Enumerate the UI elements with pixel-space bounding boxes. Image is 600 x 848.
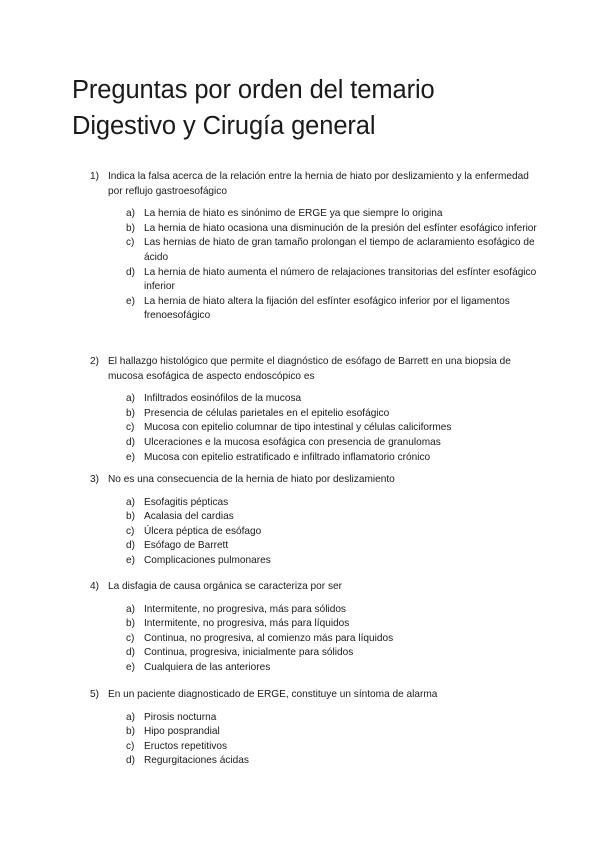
option-letter: c) (126, 632, 135, 644)
option-item (126, 632, 546, 647)
option-list (108, 392, 546, 465)
option-text: La hernia de hiato aumenta el número de relajaciones transitorias del esfínter esofágico inferior (144, 266, 537, 293)
option-item (126, 207, 546, 222)
option-text: Presencia de células parietales en el epitelio esofágico (144, 407, 390, 419)
question-number: 2) (90, 356, 99, 367)
option-text: Acalasia del cardias (144, 511, 234, 523)
question-text: No es una consecuencia de la hernia de hiato por deslizamiento (108, 474, 395, 485)
option-letter: c) (126, 525, 135, 537)
option-letter: d) (126, 540, 135, 552)
question-item (90, 473, 546, 569)
option-text: Las hernias de hiato de gran tamaño prolongan el tiempo de aclaramiento esofágico de ácido (144, 237, 535, 263)
option-text: Esofagitis pépticas (144, 496, 229, 508)
option-letter: a) (126, 393, 135, 405)
option-text: La hernia de hiato es sinónimo de ERGE ya que siempre lo origina (144, 208, 443, 220)
option-letter: b) (126, 511, 135, 523)
option-item (126, 661, 546, 676)
option-letter: a) (126, 208, 135, 220)
option-text: Esófago de Barrett (144, 540, 229, 552)
option-text: Mucosa con epitelio estratificado e infiltrado inflamatorio crónico (144, 451, 431, 463)
option-text: Pirosis nocturna (144, 711, 217, 723)
option-item (126, 603, 546, 618)
option-item (126, 436, 546, 451)
option-item (126, 236, 546, 265)
page-title (72, 72, 435, 144)
question-item (90, 355, 546, 465)
question-number: 5) (90, 689, 99, 700)
option-list (108, 603, 546, 676)
option-text: La hernia de hiato ocasiona una disminución de la presión del esfínter esofágico inferior (144, 222, 537, 234)
option-letter: b) (126, 222, 135, 234)
option-text: Intermitente, no progresiva, más para sólidos (144, 603, 346, 615)
option-letter: e) (126, 295, 135, 307)
option-text: Continua, no progresiva, al comienzo más para líquidos (144, 632, 394, 644)
option-item (126, 451, 546, 466)
option-text: Úlcera péptica de esófago (144, 525, 262, 537)
option-text: Infiltrados eosinófilos de la mucosa (144, 393, 302, 405)
option-letter: c) (126, 740, 135, 752)
option-item (126, 222, 546, 237)
option-letter: d) (126, 266, 135, 278)
option-letter: e) (126, 451, 135, 463)
option-text: Regurgitaciones ácidas (144, 755, 249, 767)
option-text: Ulceraciones e la mucosa esofágica con presencia de granulomas (144, 436, 441, 448)
question-text: Indica la falsa acerca de la relación entre la hernia de hiato por deslizamiento y la enfermedad por reflujo gastroesofágico (108, 171, 529, 197)
option-text: Hipo posprandial (144, 726, 220, 738)
option-item (126, 421, 546, 436)
option-letter: a) (126, 496, 135, 508)
option-item (126, 725, 546, 740)
option-text: La hernia de hiato altera la fijación del esfínter esofágico inferior por el ligamentos frenoesofágico (144, 295, 510, 322)
option-item (126, 554, 546, 569)
option-text: Mucosa con epitelio columnar de tipo intestinal y células caliciformes (144, 422, 452, 434)
option-item (126, 740, 546, 755)
option-item (126, 754, 546, 769)
question-item (90, 688, 546, 769)
question-text: El hallazgo histológico que permite el diagnóstico de esófago de Barrett en una biopsia de mucosa esofágica de aspecto endoscópico es (108, 356, 511, 382)
option-text: Complicaciones pulmonares (144, 554, 271, 566)
option-item (126, 510, 546, 525)
option-letter: b) (126, 407, 135, 419)
option-letter: d) (126, 436, 135, 448)
option-letter: d) (126, 755, 135, 767)
option-item (126, 266, 546, 295)
option-letter: b) (126, 618, 135, 630)
option-item (126, 617, 546, 632)
option-letter: e) (126, 661, 135, 673)
question-number: 3) (90, 474, 99, 485)
title-line-1: Preguntas por orden del temario (72, 76, 435, 104)
question-number: 4) (90, 581, 99, 592)
option-letter: e) (126, 554, 135, 566)
question-item (90, 580, 546, 676)
question-item (90, 170, 546, 324)
question-text: La disfagia de causa orgánica se caracteriza por ser (108, 581, 342, 592)
option-item (126, 646, 546, 661)
option-text: Eructos repetitivos (144, 740, 228, 752)
option-letter: a) (126, 603, 135, 615)
option-item (126, 295, 546, 324)
option-item (126, 407, 546, 422)
option-letter: c) (126, 237, 135, 249)
option-list (108, 711, 546, 769)
title-line-2: Digestivo y Cirugía general (72, 112, 376, 140)
question-number: 1) (90, 171, 99, 182)
option-list (108, 496, 546, 569)
option-list (108, 207, 546, 324)
option-letter: d) (126, 647, 135, 659)
option-letter: c) (126, 422, 135, 434)
option-letter: b) (126, 726, 135, 738)
option-item (126, 539, 546, 554)
option-item (126, 392, 546, 407)
option-letter: a) (126, 711, 135, 723)
option-text: Cualquiera de las anteriores (144, 661, 271, 673)
option-item (126, 525, 546, 540)
question-text: En un paciente diagnosticado de ERGE, constituye un síntoma de alarma (108, 689, 438, 700)
option-item (126, 711, 546, 726)
option-text: Intermitente, no progresiva, más para líquidos (144, 618, 350, 630)
option-text: Continua, progresiva, inicialmente para sólidos (144, 647, 354, 659)
option-item (126, 496, 546, 511)
